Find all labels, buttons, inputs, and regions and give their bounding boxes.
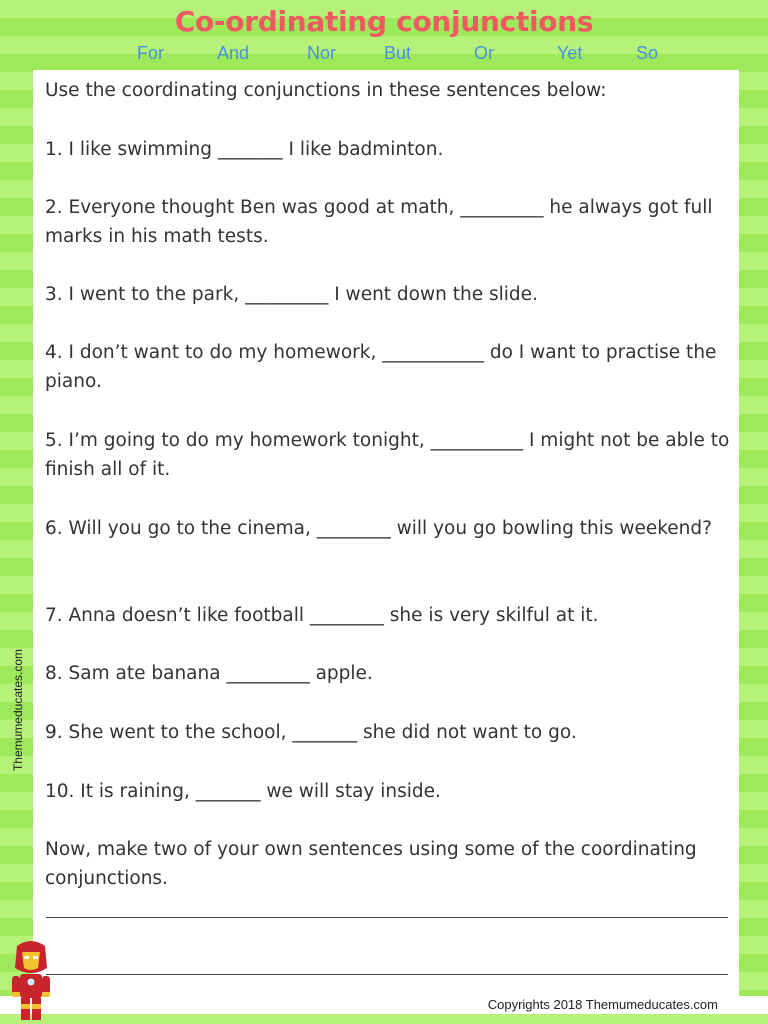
side-credit-text: Themumeducates.com: [11, 648, 25, 772]
worksheet-panel: [33, 70, 739, 996]
conjunction-for: For: [137, 43, 164, 63]
iron-man-mascot-icon: [8, 938, 54, 1024]
copyright-bar: [0, 996, 768, 1014]
conjunction-so: So: [636, 43, 659, 63]
copyright-text: Copyrights 2018 Themumeducates.com: [487, 997, 718, 1012]
answer-line-1[interactable]: [46, 917, 728, 918]
sentence-2: 2. Everyone thought Ben was good at math, _________ he always got full marks in his math tests.: [45, 197, 713, 247]
sentence-6: 6. Will you go to the cinema, ________ will you go bowling this weekend?: [45, 518, 712, 539]
sentence-7: 7. Anna doesn’t like football ________ she is very skilful at it.: [45, 605, 599, 626]
conjunction-nor: Nor: [307, 43, 337, 63]
sentence-9: 9. She went to the school, _______ she did not want to go.: [45, 722, 577, 743]
conjunction-and: And: [217, 43, 250, 63]
conjunction-or: Or: [474, 43, 494, 63]
instruction-text: Use the coordinating conjunctions in these sentences below:: [45, 80, 607, 101]
answer-line-2[interactable]: [46, 974, 728, 975]
side-credit: [10, 640, 26, 780]
sentence-4: 4. I don’t want to do my homework, ___________ do I want to practise the piano.: [45, 342, 717, 392]
conjunction-but: But: [384, 43, 412, 63]
conjunction-yet: Yet: [557, 43, 583, 63]
worksheet-title: Co-ordinating conjunctions: [174, 5, 594, 38]
sentence-3: 3. I went to the park, _________ I went down the slide.: [45, 284, 538, 305]
sentence-10: 10. It is raining, _______ we will stay inside.: [45, 781, 441, 802]
sentence-5: 5. I’m going to do my homework tonight, __________ I might not be able to finish all of it.: [45, 430, 730, 480]
sentence-1: 1. I like swimming _______ I like badminton.: [45, 139, 444, 160]
conjunction-list: [0, 42, 768, 64]
closing-instruction: Now, make two of your own sentences using some of the coordinating conjunctions.: [45, 839, 697, 889]
sentence-8: 8. Sam ate banana _________ apple.: [45, 663, 373, 684]
